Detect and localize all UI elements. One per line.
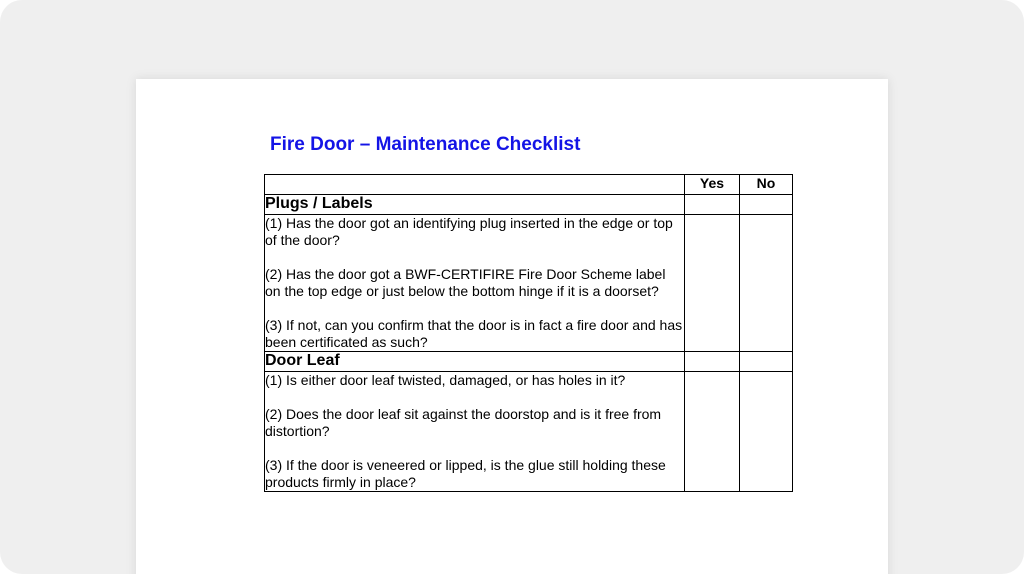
- no-cell[interactable]: [740, 195, 793, 215]
- question-item: (3) If the door is veneered or lipped, is the glue still holding these products firmly in place?: [265, 457, 666, 490]
- no-column-header: No: [740, 175, 793, 195]
- section-heading-plugs-labels: Plugs / Labels: [265, 195, 685, 215]
- section-heading-door-leaf: Door Leaf: [265, 352, 685, 372]
- no-cell[interactable]: [740, 352, 793, 372]
- questions-cell: [265, 215, 685, 352]
- yes-answer-cell[interactable]: [685, 372, 740, 492]
- document-title: Fire Door – Maintenance Checklist: [270, 134, 581, 155]
- no-answer-cell[interactable]: [740, 372, 793, 492]
- question-item: (2) Does the door leaf sit against the doorstop and is it free from distortion?: [265, 406, 662, 439]
- table-header-row: [265, 175, 793, 195]
- questions-cell: [265, 372, 685, 492]
- yes-column-header: Yes: [685, 175, 740, 195]
- yes-cell[interactable]: [685, 195, 740, 215]
- question-item: (1) Has the door got an identifying plug inserted in the edge or top of the door?: [265, 215, 673, 248]
- section-heading-row: [265, 352, 793, 372]
- question-item: (2) Has the door got a BWF-CERTIFIRE Fire Door Scheme label on the top edge or just below the bottom hinge if it is a doorset?: [265, 266, 666, 299]
- yes-answer-cell[interactable]: [685, 215, 740, 352]
- section-questions-row: [265, 215, 793, 352]
- section-questions-row: [265, 372, 793, 492]
- question-column-header: [265, 175, 685, 195]
- no-answer-cell[interactable]: [740, 215, 793, 352]
- question-item: (3) If not, can you confirm that the door is in fact a fire door and has been certificated as such?: [265, 317, 683, 350]
- section-heading-row: [265, 195, 793, 215]
- question-item: (1) Is either door leaf twisted, damaged, or has holes in it?: [265, 372, 626, 388]
- yes-cell[interactable]: [685, 352, 740, 372]
- checklist-table: [264, 174, 793, 492]
- document-page: [136, 79, 888, 574]
